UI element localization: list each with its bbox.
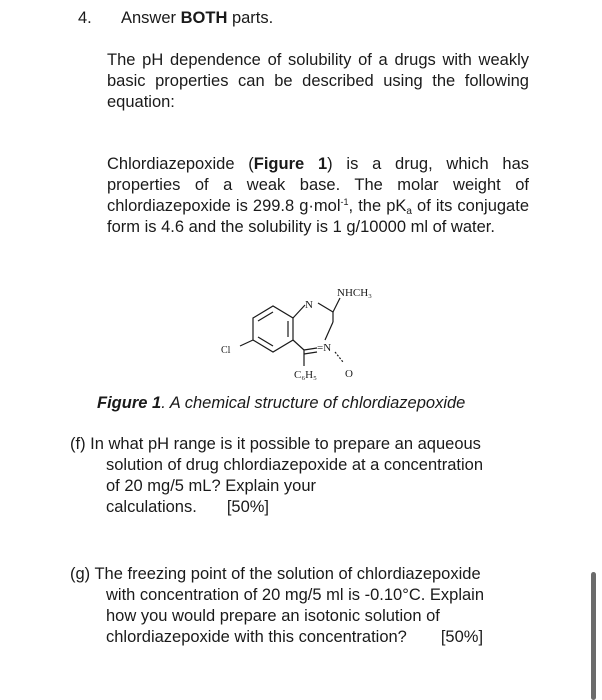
cl-label: Cl [221, 345, 231, 356]
heading-bold: BOTH [180, 9, 228, 27]
part-g [70, 564, 540, 648]
part-f-line-2: solution of drug chlordiazepoxide at a concentration [106, 456, 483, 474]
part-g-line-2: with concentration of 20 mg/5 ml is -0.10°C. Explain [106, 586, 485, 604]
part-g-line-1: The freezing point of the solution of chlordiazepoxide [94, 565, 481, 583]
part-g-mark: [50%] [440, 628, 484, 646]
caption-figure-label: Figure 1 [97, 394, 162, 412]
description-paragraph: Chlordiazepoxide (Figure 1) is a drug, which has properties of a weak base. The molar weight of chlordiazepoxide is 299.8 g·mol$^{-1}$, the $pK_a$ of its conjugate form is 4.6 and the solubility is 1 g/10000 ml of water. [107, 155, 529, 236]
part-f-mark: [50%] [226, 498, 270, 516]
part-f-label: (f) [70, 435, 86, 453]
benzene-ring [253, 306, 293, 352]
oxygen-label: O [345, 368, 353, 380]
n-bottom-label: =N [317, 342, 332, 354]
question-number: 4. [78, 9, 92, 27]
intro-paragraph: The pH dependence of solubility of a drugs with weakly basic properties can be described using the following equation: [107, 51, 529, 111]
c6h5-label: C₆H₅ [294, 369, 317, 381]
part-g-line-3: how you would prepare an isotonic solution of [106, 607, 440, 625]
scrollbar-thumb[interactable] [591, 572, 596, 700]
part-g-line-4: chlordiazepoxide with this concentration? [50%] [106, 628, 484, 646]
chemical-structure-figure [215, 282, 385, 390]
question-heading: Answer BOTH parts. [121, 9, 274, 27]
part-f-line-4: calculations. [50%] [106, 498, 270, 516]
part-f-line-1: In what pH range is it possible to prepare an aqueous [90, 435, 481, 453]
figure-reference: Figure 1 [253, 155, 328, 173]
part-g-label: (g) [70, 565, 91, 583]
part-f [70, 434, 540, 518]
figure-caption: Figure 1. A chemical structure of chlordiazepoxide [97, 394, 466, 412]
part-f-line-3: of 20 mg/5 mL? Explain your [106, 477, 317, 495]
nhch3-label: NHCH₃ [337, 287, 373, 299]
n-top-label: N [305, 299, 313, 311]
